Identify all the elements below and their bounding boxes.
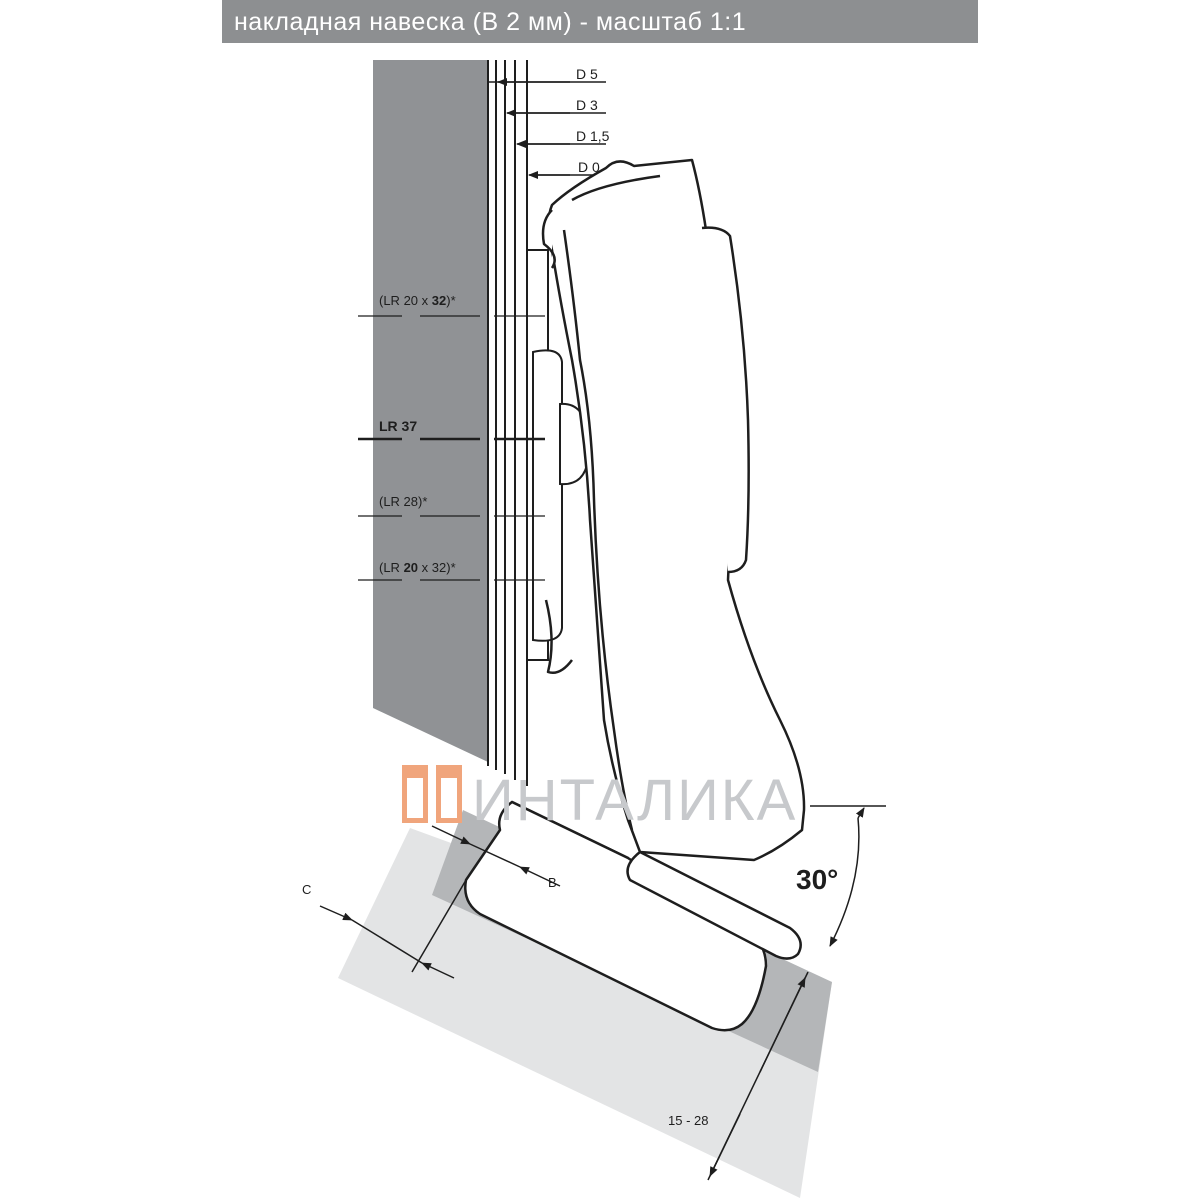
plate-label-lr20x32-top: (LR 20 x 32)* <box>379 293 456 308</box>
distance-label-d1-5: D 1,5 <box>576 128 610 144</box>
distance-label-d3: D 3 <box>576 97 598 113</box>
angle-label: 30° <box>796 864 839 895</box>
dimension-c-label: C <box>302 882 312 897</box>
door-thickness-label: 15 - 28 <box>668 1113 709 1128</box>
watermark-text: ИНТАЛИКА <box>472 768 798 833</box>
page-title: накладная навеска (B 2 мм) - масштаб 1:1 <box>234 8 747 36</box>
plate-label-lr20x32-bottom: (LR 20 x 32)* <box>379 560 456 575</box>
hinge-arm <box>543 160 804 860</box>
distance-label-d0: D 0 <box>578 159 600 175</box>
cabinet-wall <box>373 60 488 762</box>
plate-label-lr28: (LR 28)* <box>379 494 428 509</box>
plate-label-lr37: LR 37 <box>379 418 418 434</box>
distance-label-d5: D 5 <box>576 66 598 82</box>
wall-edge-lines <box>488 60 527 786</box>
dimension-b-label: B <box>548 875 557 890</box>
watermark <box>402 765 797 833</box>
